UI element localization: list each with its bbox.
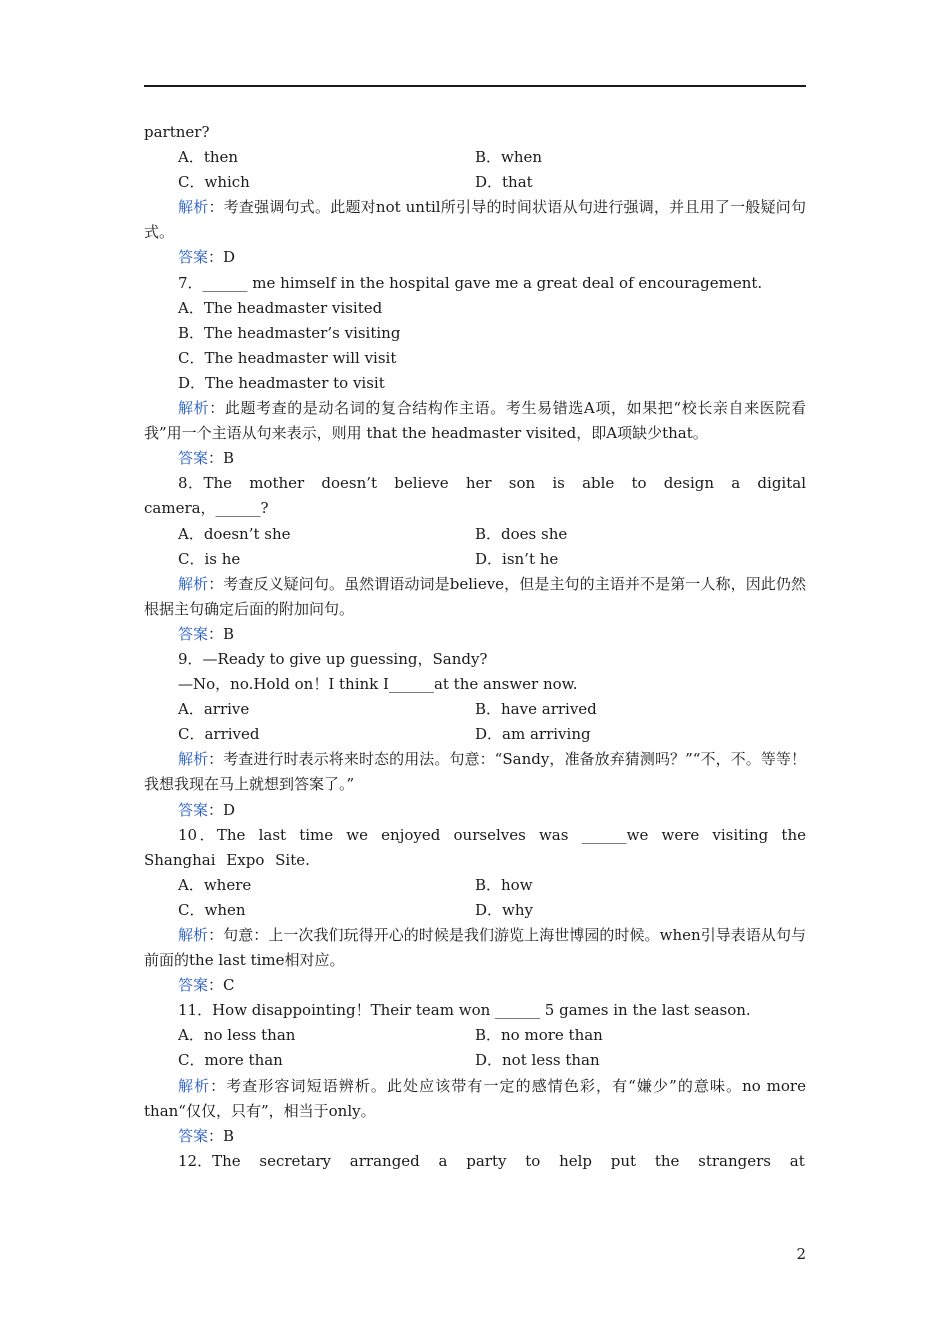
q9-analysis xyxy=(144,747,806,797)
q6-options-row-2 xyxy=(144,170,806,195)
analysis-label: 解析 xyxy=(178,399,210,418)
q6-stem: partner? xyxy=(144,123,210,141)
q7-option-a: A．The headmaster visited xyxy=(178,298,383,317)
answer-label: 答案 xyxy=(178,624,209,643)
q8-analysis-text: ：考查反义疑问句。虽然谓语动词是believe，但是主句的主语并不是第一人称，因此仍然根据主句确定后面的附加问句。 xyxy=(144,574,806,618)
q11-analysis xyxy=(144,1074,806,1124)
q10-answer-text: ：C xyxy=(208,976,235,995)
q6-option-c: C．which xyxy=(178,173,250,192)
answer-label: 答案 xyxy=(178,976,209,995)
q11-option-d: D．not less than xyxy=(475,1051,600,1070)
q10-option-c: C．when xyxy=(178,900,246,919)
q6-options-row-1 xyxy=(144,145,806,170)
q10-stem: 10．The last time we enjoyed ourselves was ______we were visiting the Shanghai Expo Site. xyxy=(144,825,806,869)
q10-options-row-2 xyxy=(144,898,806,923)
q7-answer xyxy=(144,446,806,471)
q11-option-b: B．no more than xyxy=(475,1026,603,1045)
q10-option-d: D．why xyxy=(475,900,534,919)
q7-stem: 7．______ me himself in the hospital gave me a great deal of encouragement. xyxy=(178,273,763,292)
analysis-label: 解析 xyxy=(178,926,209,944)
q6-option-d: D．that xyxy=(475,173,533,192)
q9-line-2: —No，no.Hold on！I think I______at the answer now. xyxy=(178,675,578,694)
analysis-label: 解析 xyxy=(178,750,209,769)
q11-answer xyxy=(144,1124,806,1149)
answer-label: 答案 xyxy=(178,248,209,267)
q7-analysis-text: ：此题考查的是动名词的复合结构作主语。考生易错选A项，如果把“校长亲自来医院看我”用一个主语从句来表示，则用 that the headmaster visited，即A项缺少that。 xyxy=(144,399,806,443)
analysis-label: 解析 xyxy=(178,198,209,217)
q8-option-d: D．isn’t he xyxy=(475,549,559,568)
q8-options-row-2 xyxy=(144,547,806,572)
q6-analysis xyxy=(144,195,806,245)
q11-options-row-1 xyxy=(144,1023,806,1048)
q11-option-c: C．more than xyxy=(178,1051,283,1070)
q11-options-row-2 xyxy=(144,1048,806,1073)
q9-answer-text: ：D xyxy=(208,800,236,819)
q10-option-b: B．how xyxy=(475,875,533,894)
q8-answer-text: ：B xyxy=(208,624,235,643)
q12-stem: 12．The secretary arranged a party to help put the strangers at xyxy=(178,1151,805,1170)
q8-option-b: B．does she xyxy=(475,524,568,543)
q7-analysis xyxy=(144,396,806,446)
q9-options-row-1 xyxy=(144,697,806,722)
q10-answer xyxy=(144,973,806,998)
q11-analysis-text: ：考查形容词短语辨析。此处应该带有一定的感情色彩，有“嫌少”的意味。no more than“仅仅，只有”，相当于only。 xyxy=(144,1076,806,1120)
q9-options-row-2 xyxy=(144,722,806,747)
q11-answer-text: ：B xyxy=(208,1126,235,1145)
q8-option-c: C．is he xyxy=(178,549,241,568)
q7-answer-text: ：B xyxy=(208,449,235,468)
q7-option-b: B．The headmaster’s visiting xyxy=(178,323,401,342)
q6-option-a: A．then xyxy=(178,148,239,167)
q8-options-row-1 xyxy=(144,522,806,547)
q10-options-row-1 xyxy=(144,873,806,898)
q6-option-b: B．when xyxy=(475,148,543,167)
document-body xyxy=(144,120,806,1174)
q9-option-d: D．am arriving xyxy=(475,725,591,744)
q7-option-c: C．The headmaster will visit xyxy=(178,348,397,367)
q9-line-1: 9．—Ready to give up guessing，Sandy? xyxy=(178,649,488,668)
q6-answer xyxy=(144,245,806,270)
answer-label: 答案 xyxy=(178,449,209,468)
q9-answer xyxy=(144,798,806,823)
q7-option-d: D．The headmaster to visit xyxy=(178,373,385,392)
q8-option-a: A．doesn’t she xyxy=(178,524,291,543)
q9-option-c: C．arrived xyxy=(178,725,260,744)
answer-label: 答案 xyxy=(178,1126,209,1145)
q11-stem: 11．How disappointing！Their team won ______ 5 games in the last season. xyxy=(178,1001,751,1020)
page-number: 2 xyxy=(796,1245,806,1263)
q6-answer-text: ：D xyxy=(208,248,236,267)
answer-label: 答案 xyxy=(178,800,209,819)
q8-analysis xyxy=(144,572,806,622)
q9-option-a: A．arrive xyxy=(178,700,250,719)
analysis-label: 解析 xyxy=(178,1076,211,1095)
q9-analysis-text: ：考查进行时表示将来时态的用法。句意：“Sandy，准备放弃猜测吗？”“不，不。等等！我想我现在马上就想到答案了。” xyxy=(144,750,806,794)
q6-analysis-text: ：考查强调句式。此题对not until所引导的时间状语从句进行强调，并且用了一般疑问句式。 xyxy=(144,198,806,242)
header-rule xyxy=(144,85,806,87)
q10-analysis xyxy=(144,923,806,973)
q8-stem: 8．The mother doesn’t believe her son is able to design a digital camera，______? xyxy=(144,474,806,518)
q10-analysis-text: ：句意：上一次我们玩得开心的时候是我们游览上海世博园的时候。when引导表语从句与前面的the last time相对应。 xyxy=(144,926,806,970)
q8-answer xyxy=(144,622,806,647)
q10-option-a: A．where xyxy=(178,875,252,894)
q11-option-a: A．no less than xyxy=(178,1026,296,1045)
analysis-label: 解析 xyxy=(178,574,209,593)
q9-option-b: B．have arrived xyxy=(475,700,597,719)
